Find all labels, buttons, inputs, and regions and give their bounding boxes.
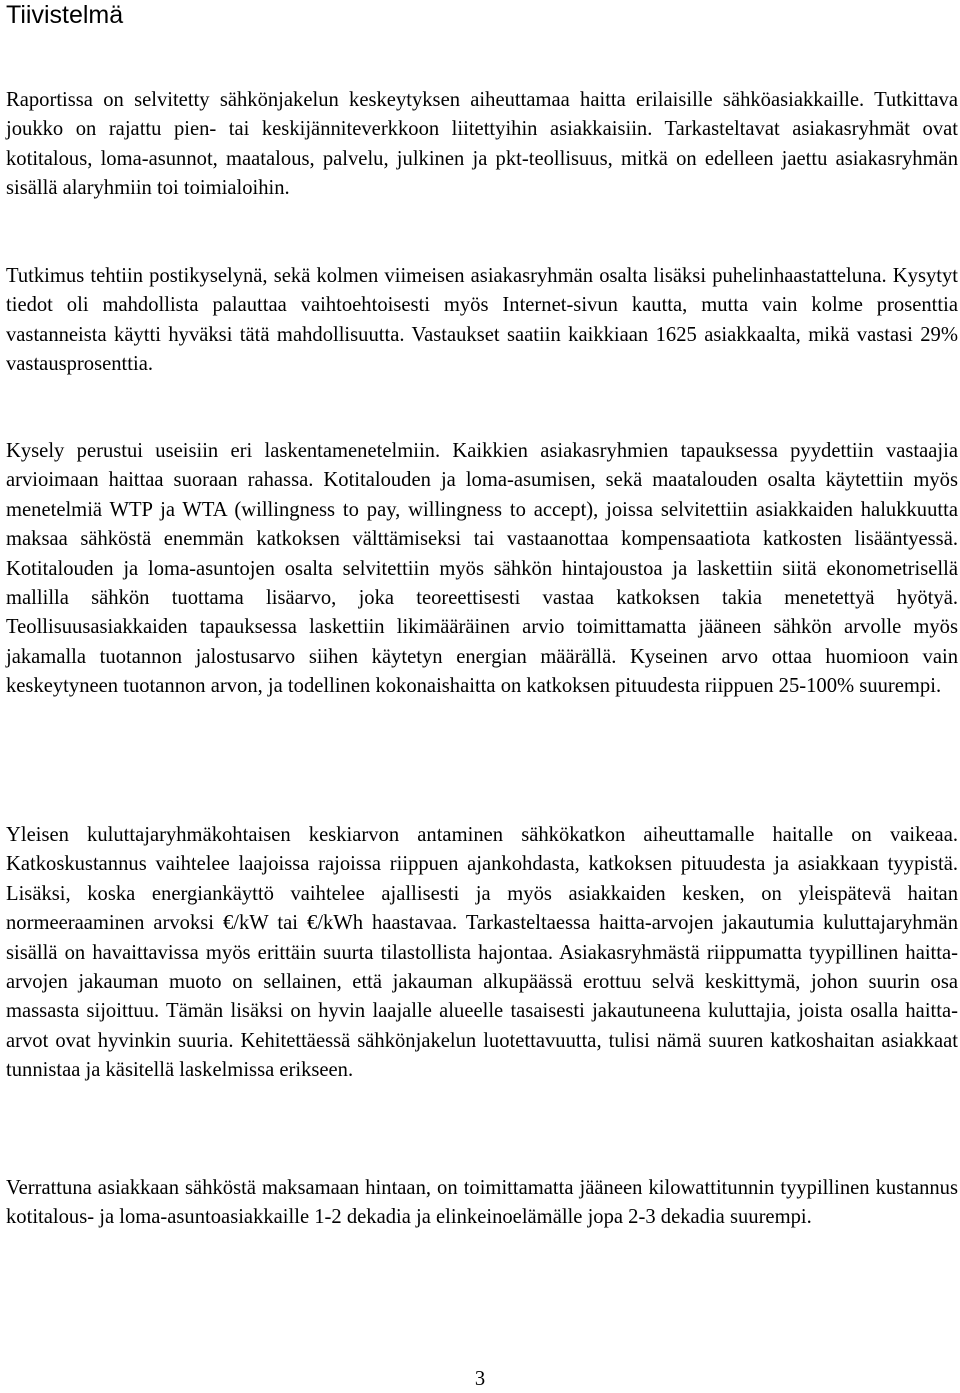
document-page [6, 0, 958, 1229]
paragraph-comparison: Verrattuna asiakkaan sähköstä maksamaan hintaan, on toimittamatta jääneen kilowattitunnin tyypillinen kustannus kotitalous- ja loma-asuntoasiakkaille 1-2 dekadia ja elinkeinoelämälle jopa 2-3 dekadia suurempi. [6, 1177, 958, 1229]
paragraph-survey-method: Tutkimus tehtiin postikyselynä, sekä kolmen viimeisen asiakasryhmän osalta lisäksi puhelinhaastatteluna. Kysytyt tiedot oli mahdollista palauttaa vaihtoehtoisesti myös Internet-sivun kautta, mutta vain kolme prosenttia vastanneista käytti hyväksi tätä mahdollisuutta. Vastaukset saatiin kaikkiaan 1625 asiakkaalta, mikä vastasi 29% vastausprosenttia. [6, 265, 958, 376]
page-title: Tiivistelmä [6, 1, 124, 29]
paragraph-calculation-methods: Kysely perustui useisiin eri laskentamenetelmiin. Kaikkien asiakasryhmien tapauksessa pyydettiin vastaajia arvioimaan haittaa suoraan rahassa. Kotitalouden ja loma-asumisen, sekä maatalouden osalta käytettiin myös menetelmiä WTP ja WTA (willingness to pay, willingness to accept), joissa selvitettiin asiakkaiden halukkuutta maksaa sähköstä enemmän katkoksen välttämiseksi tai vastaanottaa kompensaatiota katkosten lisääntyessä. Kotitalouden ja loma-asuntojen osalta selvitettiin myös sähkön hintajoustoa ja laskettiin siitä ekonometrisellä mallilla sähkön tuottama lisäarvo, joka teoreettisesti vastaa katkoksen takia menetettyä hyötyä. Teollisuusasiakkaiden tapauksessa laskettiin likimääräinen arvio toimittamatta jääneen sähkön arvolle myös jakamalla tuotannon jalostusarvo siihen käytetyn energian määrällä. Kyseinen arvo ottaa huomioon vain keskeytyneen tuotannon arvon, ja todellinen kokonaishaitta on katkoksen pituudesta riippuen 25-100% suurempi. [6, 440, 958, 698]
paragraph-scope: Raportissa on selvitetty sähkönjakelun keskeytyksen aiheuttamaa haitta erilaisille sähköasiakkaille. Tutkittava joukko on rajattu pien- tai keskijänniteverkkoon liitettyihin asiakkaisiin. Tarkasteltavat asiakasryhmät ovat kotitalous, loma-asunnot, maatalous, palvelu, julkinen ja pkt-teollisuus, mitkä on edelleen jaettu asiakasryhmän sisällä alaryhmiin toi toimialoihin. [6, 89, 958, 200]
paragraph-average-difficulty: Yleisen kuluttajaryhmäkohtaisen keskiarvon antaminen sähkökatkon aiheuttamalle haitalle on vaikeaa. Katkoskustannus vaihtelee laajoissa rajoissa riippuen ajankohdasta, katkoksen pituudesta ja asiakkaan tyypistä. Lisäksi, koska energiankäyttö vaihtelee ajallisesti ja myös asiakkaiden kesken, on yleispätevä haitan normeeraaminen arvoksi €/kW tai €/kWh haastavaa. Tarkasteltaessa haitta-arvojen jakautumia kuluttajaryhmän sisällä on havaittavissa myös erittäin suurta tilastollista hajontaa. Asiakasryhmästä riippumatta tyypillinen haitta-arvojen jakauman muoto on sellainen, että jakauman alkupäässä erottuu selvä keskittymä, johon suurin osa massasta sijoittuu. Tämän lisäksi on hyvin laajalle alueelle tasaisesti jakautuneena kuluttajia, joista osalla haitta-arvot ovat hyvinkin suuria. Kehitettäessä sähkönjakelun luotettavuutta, tulisi nämä suuren katkoshaitan asiakkaat tunnistaa ja käsitellä laskelmissa erikseen. [6, 824, 958, 1082]
page-number: 3 [474, 1368, 486, 1390]
